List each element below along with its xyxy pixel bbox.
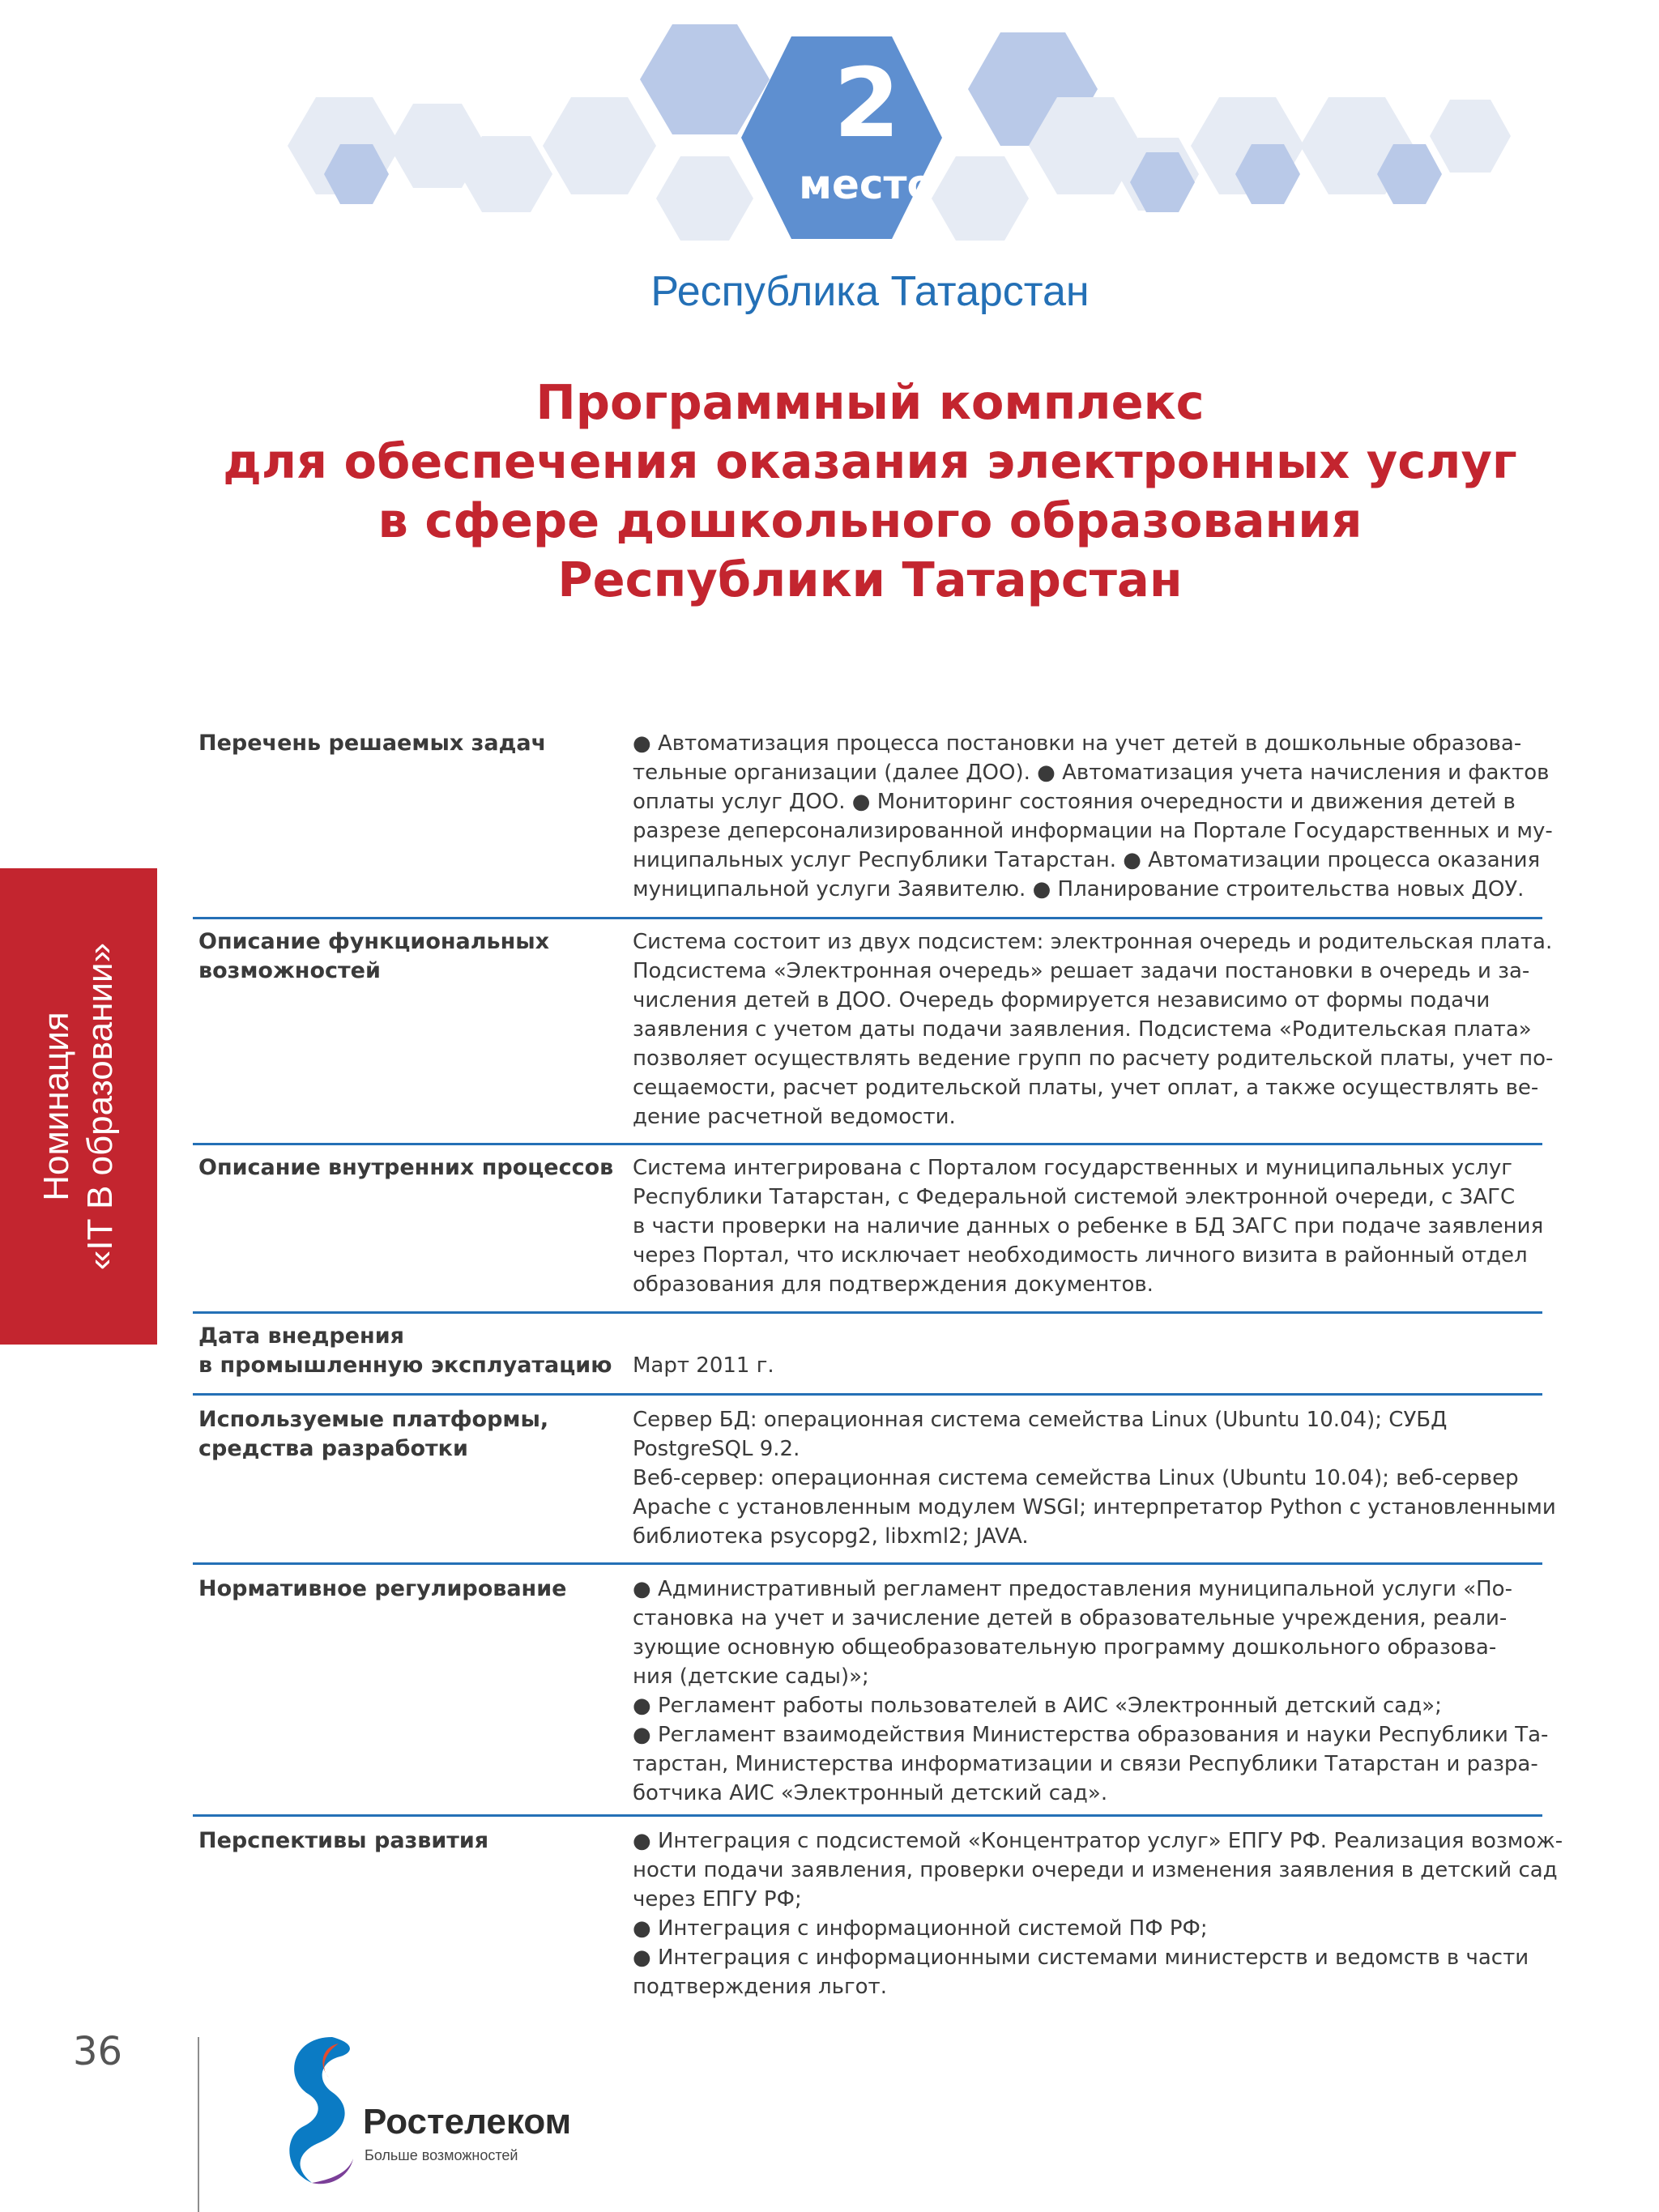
footer-divider xyxy=(198,2037,199,2212)
row-value-line: Веб-сервер: операционная система семейства Linux (Ubuntu 10.04); веб-сервер xyxy=(633,1466,1519,1490)
row-label xyxy=(198,1826,628,1856)
logo-tagline: Больше возможностей xyxy=(365,2147,518,2163)
row-value-line: Подсистема «Электронная очередь» решает задачи постановки в очередь и за- xyxy=(633,959,1530,983)
row-value-line: через Портал, что исключает необходимость личного визита в районный отдел xyxy=(633,1243,1528,1268)
region-heading: Республика Татарстан xyxy=(650,268,1090,315)
row-value-line: подтверждения льгот. xyxy=(633,1975,887,1999)
row-value xyxy=(633,927,1554,1132)
info-table xyxy=(193,721,1563,2011)
row-value-line: ния (детские сады)»; xyxy=(633,1664,869,1689)
row-value-line: ботчика АИС «Электронный детский сад». xyxy=(633,1781,1108,1805)
row-value-line: ● Интеграция с информационной системой ПФ РФ; xyxy=(633,1916,1208,1941)
row-value-line: дение расчетной ведомости. xyxy=(633,1105,956,1129)
row-label xyxy=(198,729,628,758)
row-value-line: становка на учет и зачисление детей в образовательные учреждения, реали- xyxy=(633,1606,1508,1630)
row-value-line: образования для подтверждения документов. xyxy=(633,1272,1154,1297)
row-value-line: сещаемости, расчет родительской платы, учет оплат, а также осуществлять ве- xyxy=(633,1076,1539,1100)
row-value-line: ● Административный регламент предоставления муниципальной услуги «По- xyxy=(633,1577,1512,1601)
row-label-line: возможностей xyxy=(198,958,381,983)
row-label-line: средства разработки xyxy=(198,1436,468,1461)
row-value-line: Сервер БД: операционная система семейства Linux (Ubuntu 10.04); СУБД xyxy=(633,1408,1448,1432)
row-value-line: ● Регламент работы пользователей в АИС «Электронный детский сад»; xyxy=(633,1694,1442,1718)
row-value-line: ● Автоматизация процесса постановки на учет детей в дошкольные образова- xyxy=(633,731,1522,756)
row-value-line: разрезе деперсонализированной информации на Портале Государственных и му- xyxy=(633,819,1553,843)
row-label-line: в промышленную эксплуатацию xyxy=(198,1353,612,1378)
row-label xyxy=(198,927,628,986)
row-value-line: Система интегрирована с Порталом государственных и муниципальных услуг xyxy=(633,1156,1512,1180)
row-value xyxy=(633,729,1553,904)
row-value-line: ● Регламент взаимодействия Министерства образования и науки Республики Та- xyxy=(633,1723,1549,1747)
row-value-line: ниципальных услуг Республики Татарстан. ● Автоматизации процесса оказания xyxy=(633,848,1541,872)
nomination-line: «IT В образовании» xyxy=(80,942,120,1271)
row-value-line: PostgreSQL 9.2. xyxy=(633,1437,800,1461)
table-row-platforms xyxy=(193,1396,1556,1565)
row-value-line: ности подачи заявления, проверки очереди и изменения заявления в детский сад xyxy=(633,1858,1558,1882)
row-value-line: тельные организации (далее ДОО). ● Автоматизация учета начисления и фактов xyxy=(633,761,1550,785)
row-value-line: оплаты услуг ДОО. ● Мониторинг состояния очередности и движения детей в xyxy=(633,790,1516,814)
row-label-line: Дата внедрения xyxy=(198,1323,404,1349)
row-value-line: через ЕПГУ РФ; xyxy=(633,1887,802,1912)
title-line: в сфере дошкольного образования xyxy=(377,492,1363,548)
rostelecom-logo-icon xyxy=(275,2029,373,2191)
row-value-line: числения детей в ДОО. Очередь формируется независимо от формы подачи xyxy=(633,988,1491,1012)
row-label-line: Перспективы развития xyxy=(198,1828,489,1853)
row-label xyxy=(198,1322,628,1380)
row-value-line: в части проверки на наличие данных о ребенке в БД ЗАГС при подаче заявления xyxy=(633,1214,1544,1238)
row-label-line: Перечень решаемых задач xyxy=(198,731,547,756)
table-row-launch-date xyxy=(193,1314,1542,1396)
place-number: 2 xyxy=(833,47,901,159)
page-number: 36 xyxy=(73,2029,123,2074)
row-value-line: Система состоит из двух подсистем: электронная очередь и родительская плата. xyxy=(633,930,1553,954)
row-label-line: Используемые платформы, xyxy=(198,1407,549,1432)
row-value xyxy=(633,1153,1542,1299)
row-value-line: библиотека psycopg2, libxml2; JAVA. xyxy=(633,1524,1029,1549)
row-value-line: Apache с установленным модулем WSGI; интерпретатор Python с установленными xyxy=(633,1495,1556,1519)
row-value-line: ● Интеграция с подсистемой «Концентратор услуг» ЕПГУ РФ. Реализация возмож- xyxy=(633,1829,1563,1853)
logo-name: Ростелеком xyxy=(363,2102,572,2142)
row-value-line: заявления с учетом даты подачи заявления. Подсистема «Родительская плата» xyxy=(633,1017,1532,1042)
table-row-functions xyxy=(193,919,1554,1145)
hexagon xyxy=(656,156,753,241)
row-label-line: Описание внутренних процессов xyxy=(198,1155,614,1180)
row-value-line: Республики Татарстан, с Федеральной системой электронной очереди, с ЗАГС xyxy=(633,1185,1516,1209)
table-row-prospects xyxy=(193,1817,1563,2011)
row-label xyxy=(198,1575,628,1604)
nomination-side-tab xyxy=(0,868,157,1345)
row-label xyxy=(198,1405,628,1464)
row-value-line: ● Интеграция с информационными системами министерств и ведомств в части xyxy=(633,1946,1529,1970)
nomination-line: Номинация xyxy=(36,1012,76,1201)
table-row-processes xyxy=(193,1145,1542,1314)
row-value xyxy=(633,1575,1549,1808)
hexagon xyxy=(543,97,656,194)
row-value-line: зующие основную общеобразовательную программу дошкольного образова- xyxy=(633,1635,1497,1660)
rostelecom-logo xyxy=(275,2029,624,2191)
row-value-line: Март 2011 г. xyxy=(633,1353,774,1378)
nomination-label xyxy=(35,880,122,1333)
row-label xyxy=(198,1153,628,1183)
page-title xyxy=(0,373,1659,609)
place-word: место xyxy=(799,161,935,208)
table-row-tasks xyxy=(193,721,1553,919)
title-line: Программный комплекс xyxy=(535,374,1205,430)
row-label-line: Описание функциональных xyxy=(198,929,550,954)
title-line: Республики Татарстан xyxy=(557,552,1183,607)
row-label-line: Нормативное регулирование xyxy=(198,1576,567,1601)
row-value xyxy=(633,1826,1563,2001)
row-value xyxy=(633,1405,1556,1551)
row-value-line: тарстан, Министерства информатизации и связи Республики Татарстан и разра- xyxy=(633,1752,1538,1776)
hexagon xyxy=(1430,100,1511,173)
row-value xyxy=(633,1351,1542,1380)
row-value-line: муниципальной услуги Заявителю. ● Планирование строительства новых ДОУ. xyxy=(633,877,1525,901)
table-row-regulation xyxy=(193,1565,1549,1817)
row-value-line: позволяет осуществлять ведение групп по расчету родительской платы, учет по- xyxy=(633,1046,1554,1071)
title-line: для обеспечения оказания электронных услуг xyxy=(223,433,1517,489)
